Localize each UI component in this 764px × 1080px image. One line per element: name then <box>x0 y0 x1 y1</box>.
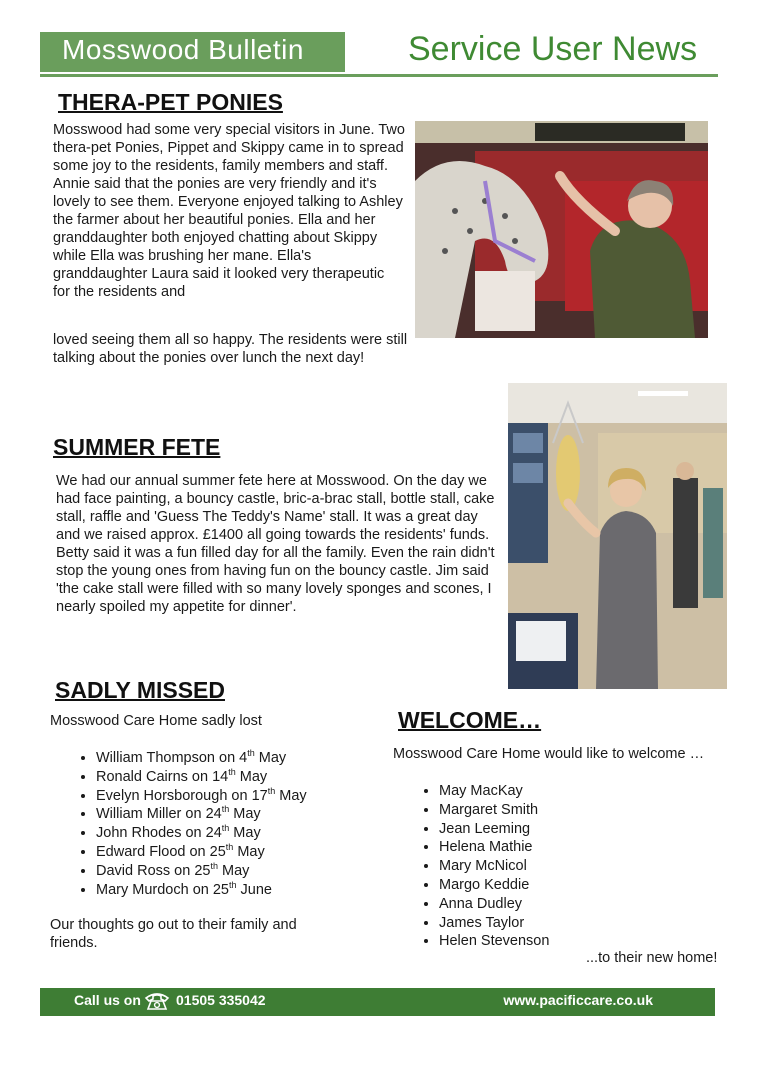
website-link[interactable]: www.pacificcare.co.uk <box>503 992 653 1008</box>
fete-paragraph: We had our annual summer fete here at Mosswood. On the day we had face painting, a bouncy castle, bric-a-brac stall, bottle stall, cake stall, raffle and 'Guess The Teddy's Name' stall. It was a great day and we raised approx. £1400 all going towards the residents' funds. Betty said it was a fun filled day for all the family. Even the rain didn't stop the young ones from having fun on the bouncy castle. Jim said 'the cake stall were filled with so many lovely sponges and scones, I nearly spoiled my appetite for dinner'. <box>56 473 495 615</box>
fete-heading: SUMMER FETE <box>53 434 221 460</box>
list-item: • Helena Mathie <box>439 838 549 857</box>
phone-icon <box>144 991 170 1011</box>
header-divider <box>40 74 718 77</box>
ponies-paragraph-continued: loved seeing them all so happy. The residents were still talking about the ponies over lunch the next day! <box>53 332 408 366</box>
list-item: • Edward Flood on 25th May <box>96 843 307 862</box>
list-item: • Mary McNicol <box>439 857 549 876</box>
summer-fete-photo <box>508 383 727 689</box>
list-item: • May MacKay <box>439 782 549 801</box>
section-title: Service User News <box>408 30 698 68</box>
footer-bar <box>40 988 715 1016</box>
list-item: • John Rhodes on 24th May <box>96 824 307 843</box>
sadly-missed-outro: Our thoughts go out to their family and friends. <box>50 917 297 951</box>
welcome-intro: Mosswood Care Home would like to welcome … <box>393 746 705 762</box>
sadly-missed-list <box>75 749 307 899</box>
list-item: • Jean Leeming <box>439 820 549 839</box>
list-item: • James Taylor <box>439 914 549 933</box>
welcome-heading: WELCOME… <box>398 707 542 733</box>
list-item: • William Thompson on 4th May <box>96 749 307 768</box>
ponies-paragraph: Mosswood had some very special visitors in June. Two thera-pet Ponies, Pippet and Skippy came in to spread some joy to the residents, family members and staff. Annie said that the ponies are very friendly and it's lovely to see them. Everyone enjoyed talking to Ashley the farmer about her beautiful ponies. Ella and her granddaughter both enjoyed chatting about Skippy while Ella was brushing her mane. Ella's granddaughter Laura said it looked very therapeutic for the residents and <box>53 122 405 300</box>
list-item: • Anna Dudley <box>439 895 549 914</box>
list-item: • Margo Keddie <box>439 876 549 895</box>
bulletin-title: Mosswood Bulletin <box>62 34 304 65</box>
call-label: Call us on <box>74 992 141 1008</box>
list-item: • William Miller on 24th May <box>96 805 307 824</box>
phone-number: 01505 335042 <box>176 992 266 1008</box>
list-item: • Mary Murdoch on 25th June <box>96 881 307 900</box>
list-item: • Helen Stevenson <box>439 932 549 951</box>
welcome-outro: ...to their new home! <box>586 950 718 966</box>
list-item: • Evelyn Horsborough on 17th May <box>96 787 307 806</box>
list-item: • David Ross on 25th May <box>96 862 307 881</box>
ponies-heading: THERA-PET PONIES <box>58 89 283 115</box>
list-item: • Margaret Smith <box>439 801 549 820</box>
list-item: • Ronald Cairns on 14th May <box>96 768 307 787</box>
sadly-missed-heading: SADLY MISSED <box>55 677 225 703</box>
welcome-list <box>418 782 549 951</box>
sadly-missed-intro: Mosswood Care Home sadly lost <box>50 713 262 729</box>
pony-visit-photo <box>415 121 708 338</box>
